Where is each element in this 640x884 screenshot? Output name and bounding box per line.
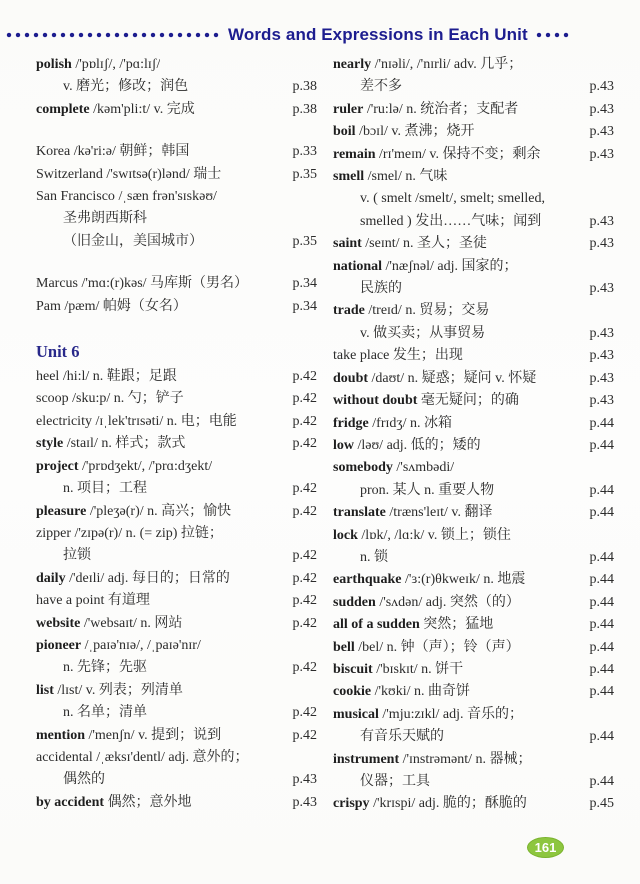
- entry-text: have a point 有道理: [36, 593, 150, 609]
- page-ref: p.42: [292, 413, 317, 429]
- page-ref: p.43: [589, 281, 614, 297]
- page-ref: p.42: [292, 436, 317, 452]
- entry-text: smell /smel/ n. 气味: [333, 169, 448, 185]
- headword: list: [36, 682, 54, 698]
- headword: doubt: [333, 370, 369, 386]
- vocab-entry-line: [36, 657, 317, 679]
- entry-text: Pam /pæm/ 帕姆（女名）: [36, 298, 187, 314]
- page-ref: p.43: [589, 348, 614, 364]
- vocab-entry-line: [333, 592, 614, 614]
- entry-text: accidental /ˌæksɪ'dentl/ adj. 意外的；: [36, 749, 249, 765]
- vocab-entry-line: [333, 99, 614, 121]
- headword: remain: [333, 146, 376, 162]
- entry-text: v. ( smelt /smelt/, smelt; smelled,: [360, 191, 545, 207]
- entry-text: project /'prɒdʒekt/, /'prɑ:dʒekt/: [36, 458, 213, 474]
- entry-text: complete /kəm'pli:t/ v. 完成: [36, 101, 195, 117]
- entry-text: ruler /'ru:lə/ n. 统治者；支配者: [333, 101, 519, 117]
- entry-text: website /'websaɪt/ n. 网站: [36, 615, 183, 631]
- page-ref: p.44: [589, 661, 614, 677]
- headword: fridge: [333, 415, 369, 431]
- headword: somebody: [333, 460, 393, 476]
- page-ref: p.34: [292, 276, 317, 292]
- page-ref: p.43: [589, 325, 614, 341]
- entry-text: sudden /'sʌdən/ adj. 突然（的）: [333, 594, 520, 610]
- vocab-entry-line: [333, 345, 614, 367]
- headword: smell: [333, 169, 365, 185]
- page-ref: p.43: [589, 124, 614, 140]
- vocab-entry-line: [333, 614, 614, 636]
- vocab-entry-line: [333, 726, 614, 748]
- vocab-entry-line: [36, 501, 317, 523]
- entry-text: biscuit /'bɪskɪt/ n. 饼干: [333, 661, 464, 677]
- dotted-line-left: [6, 32, 220, 38]
- page-ref: p.44: [589, 594, 614, 610]
- vocab-entry-line: [333, 413, 614, 435]
- vocab-entry-line: [333, 278, 614, 300]
- entry-text: low /ləʊ/ adj. 低的；矮的: [333, 437, 481, 453]
- entry-text: instrument /'ɪnstrəmənt/ n. 器械；: [333, 751, 532, 767]
- entry-text: pron. 某人 n. 重要人物: [360, 482, 495, 498]
- entry-text: electricity /ɪˌlek'trɪsəti/ n. 电；电能: [36, 413, 237, 429]
- page-ref: p.43: [292, 772, 317, 788]
- entry-text: 有音乐天赋的: [360, 729, 444, 745]
- page-ref: p.42: [292, 705, 317, 721]
- entry-text: 仪器；工具: [360, 774, 430, 789]
- headword: mention: [36, 727, 85, 743]
- spacer: [36, 318, 317, 338]
- page-ref: p.42: [292, 727, 317, 743]
- vocab-entry-line: [36, 590, 317, 612]
- page-ref: p.44: [589, 437, 614, 453]
- headword: Pam: [36, 298, 61, 314]
- vocab-entry-line: [333, 793, 614, 815]
- page-ref: p.45: [589, 796, 614, 812]
- page-ref: p.42: [292, 503, 317, 519]
- headword: by accident: [36, 794, 105, 810]
- vocab-entry-line: [333, 211, 614, 233]
- vocab-entry-line: [36, 388, 317, 410]
- vocab-entry-line: [333, 480, 614, 502]
- vocab-entry-line: [36, 273, 317, 295]
- page-number-badge: 161: [527, 837, 564, 858]
- vocab-entry-line: [36, 366, 317, 388]
- headword: Korea: [36, 144, 71, 160]
- vocab-entry-line: [36, 54, 317, 76]
- vocab-entry-line: [36, 523, 317, 545]
- spacer: [36, 253, 317, 273]
- headword: translate: [333, 505, 386, 521]
- entry-text: pioneer /ˌpaɪə'nɪə/, /ˌpaɪə'nɪr/: [36, 637, 201, 653]
- headword: trade: [333, 303, 365, 319]
- vocab-entry-line: [36, 296, 317, 318]
- page-ref: p.38: [292, 79, 317, 95]
- headword: Marcus: [36, 276, 78, 292]
- headword: instrument: [333, 751, 400, 767]
- headword: all of a sudden: [333, 617, 420, 633]
- vocab-entry-line: [36, 478, 317, 500]
- page-ref: p.42: [292, 369, 317, 385]
- entry-text: remain /rɪ'meɪn/ v. 保持不变；剩余: [333, 146, 541, 162]
- entry-text: fridge /frɪdʒ/ n. 冰箱: [333, 415, 452, 431]
- entry-text: musical /'mju:zɪkl/ adj. 音乐的；: [333, 706, 523, 722]
- headword: polish: [36, 57, 72, 72]
- page-ref: p.44: [589, 415, 614, 431]
- vocab-entry-line: [333, 323, 614, 345]
- page-ref: p.43: [589, 79, 614, 95]
- page-ref: p.42: [292, 615, 317, 631]
- vocab-entry-line: [333, 502, 614, 524]
- headword: electricity: [36, 413, 92, 429]
- entry-text: saint /seɪnt/ n. 圣人；圣徒: [333, 236, 488, 252]
- entry-text: Korea /kə'ri:ə/ 朝鲜；韩国: [36, 144, 190, 160]
- headword: cookie: [333, 684, 372, 700]
- page-ref: p.43: [589, 213, 614, 229]
- entry-text: without doubt 毫无疑问；的确: [333, 393, 519, 409]
- page-ref: p.42: [292, 391, 317, 407]
- headword: saint: [333, 236, 362, 252]
- vocab-entry-line: [36, 680, 317, 702]
- vocab-entry-line: [333, 76, 614, 98]
- vocab-entry-line: [36, 613, 317, 635]
- entry-text: （旧金山，美国城市）: [63, 233, 203, 249]
- headword: project: [36, 458, 79, 474]
- vocab-entry-line: [333, 166, 614, 188]
- vocab-entry-line: [333, 457, 614, 479]
- vocab-entry-line: [333, 659, 614, 681]
- page-ref: p.44: [589, 505, 614, 521]
- page-header: [6, 24, 634, 46]
- vocab-entry-line: [36, 769, 317, 791]
- headword: bell: [333, 639, 355, 655]
- headword: ruler: [333, 101, 364, 117]
- vocab-entry-line: [36, 164, 317, 186]
- entry-text: list /lɪst/ v. 列表；列清单: [36, 682, 183, 698]
- vocab-column-right: [333, 54, 614, 816]
- vocab-entry-line: [333, 54, 614, 76]
- entry-text: heel /hi:l/ n. 鞋跟；足跟: [36, 369, 177, 385]
- vocab-entry-line: [36, 411, 317, 433]
- entry-text: take place 发生；出现: [333, 348, 463, 364]
- vocab-entry-line: [333, 256, 614, 278]
- vocab-entry-line: [333, 300, 614, 322]
- vocab-entry-line: [333, 233, 614, 255]
- entry-text: doubt /daʊt/ n. 疑惑；疑问 v. 怀疑: [333, 370, 537, 386]
- vocab-entry-line: [333, 637, 614, 659]
- vocab-entry-line: [333, 704, 614, 726]
- page-ref: p.44: [589, 617, 614, 633]
- entry-text: trade /treɪd/ n. 贸易；交易: [333, 303, 490, 319]
- vocab-entry-line: [36, 635, 317, 657]
- entry-text: n. 名单；清单: [63, 705, 147, 721]
- headword: style: [36, 436, 64, 452]
- entry-text: crispy /'krɪspi/ adj. 脆的；酥脆的: [333, 796, 527, 812]
- headword: complete: [36, 101, 90, 117]
- page-ref: p.38: [292, 101, 317, 117]
- entry-text: all of a sudden 突然；猛地: [333, 617, 494, 633]
- headword: pleasure: [36, 503, 87, 519]
- vocab-entry-line: [36, 792, 317, 814]
- headword: low: [333, 437, 354, 453]
- headword: nearly: [333, 57, 372, 72]
- vocab-entry-line: [36, 231, 317, 253]
- entry-text: smelled ) 发出……气味；闻到: [360, 213, 542, 229]
- unit-heading: Unit 6: [36, 342, 80, 362]
- vocab-entry-line: [333, 525, 614, 547]
- headword: without doubt: [333, 393, 418, 409]
- page-ref: p.42: [292, 593, 317, 609]
- page-ref: p.42: [292, 570, 317, 586]
- entry-text: bell /bel/ n. 钟（声）；铃（声）: [333, 639, 520, 655]
- page-ref: p.43: [589, 101, 614, 117]
- vocab-entry-line: [36, 186, 317, 208]
- page-ref: p.42: [292, 481, 317, 497]
- vocab-entry-line: [333, 569, 614, 591]
- vocabulary-columns: [36, 54, 614, 816]
- page-ref: p.44: [589, 774, 614, 789]
- vocab-entry-line: [333, 144, 614, 166]
- page-ref: p.35: [292, 166, 317, 182]
- vocab-entry-line: [333, 121, 614, 143]
- entry-text: zipper /'zɪpə(r)/ n. (= zip) 拉链；: [36, 525, 223, 541]
- vocab-entry-line: [36, 208, 317, 230]
- headword: biscuit: [333, 661, 373, 677]
- headword: musical: [333, 706, 379, 722]
- vocab-entry-line: [36, 433, 317, 455]
- page-ref: p.43: [589, 393, 614, 409]
- headword: website: [36, 615, 81, 631]
- vocab-entry-line: [333, 368, 614, 390]
- entry-text: somebody /'sʌmbədi/: [333, 460, 455, 476]
- vocab-entry-line: [333, 435, 614, 457]
- headword: scoop: [36, 391, 69, 407]
- spacer: [36, 121, 317, 141]
- entry-text: daily /'deɪli/ adj. 每日的；日常的: [36, 570, 230, 586]
- entry-text: 拉锁: [63, 548, 91, 564]
- entry-text: earthquake /'ɜ:(r)θkweɪk/ n. 地震: [333, 572, 526, 588]
- vocab-entry-line: [333, 390, 614, 412]
- page-ref: p.44: [589, 482, 614, 498]
- vocab-column-left: [36, 54, 317, 816]
- entry-text: San Francisco /ˌsæn frən'sɪskəʊ/: [36, 189, 217, 205]
- headword: have a point: [36, 593, 105, 609]
- vocab-entry-line: [36, 747, 317, 769]
- entry-text: 民族的: [360, 281, 402, 297]
- vocab-entry-line: [333, 188, 614, 210]
- headword: zipper: [36, 525, 71, 541]
- vocab-entry-line: [36, 456, 317, 478]
- page-ref: p.34: [292, 298, 317, 314]
- entry-text: by accident 偶然；意外地: [36, 794, 192, 810]
- vocab-entry-line: [36, 702, 317, 724]
- entry-text: 偶然的: [63, 772, 105, 788]
- entry-text: n. 先锋；先驱: [63, 660, 147, 676]
- vocab-entry-line: [333, 749, 614, 771]
- entry-text: translate /træns'leɪt/ v. 翻译: [333, 505, 493, 521]
- entry-text: polish /'pɒlɪʃ/, /'pɑ:lɪʃ/: [36, 57, 161, 72]
- headword: daily: [36, 570, 66, 586]
- vocab-entry-line: [36, 545, 317, 567]
- page-ref: p.33: [292, 144, 317, 160]
- entry-text: Switzerland /'swɪtsə(r)lənd/ 瑞士: [36, 166, 222, 182]
- vocab-entry-line: [36, 568, 317, 590]
- page-ref: p.43: [292, 794, 317, 810]
- page-ref: p.44: [589, 549, 614, 565]
- vocab-entry-line: [333, 681, 614, 703]
- vocab-entry-line: [333, 771, 614, 793]
- page-ref: p.43: [589, 370, 614, 386]
- entry-text: scoop /sku:p/ n. 勺；铲子: [36, 391, 184, 407]
- page-ref: p.44: [589, 639, 614, 655]
- vocab-entry-line: [36, 99, 317, 121]
- vocab-entry-line: [36, 76, 317, 98]
- page-ref: p.42: [292, 660, 317, 676]
- entry-text: 差不多: [360, 79, 402, 95]
- headword: boil: [333, 124, 356, 140]
- entry-text: v. 做买卖；从事贸易: [360, 325, 486, 341]
- entry-text: mention /'menʃn/ v. 提到；说到: [36, 727, 222, 743]
- page-ref: p.44: [589, 684, 614, 700]
- page-ref: p.35: [292, 233, 317, 249]
- page-ref: p.43: [589, 146, 614, 162]
- page-ref: p.44: [589, 729, 614, 745]
- headword: lock: [333, 527, 358, 543]
- page-ref: p.44: [589, 572, 614, 588]
- entry-text: pleasure /'pleʒə(r)/ n. 高兴；愉快: [36, 503, 232, 519]
- headword: crispy: [333, 796, 370, 812]
- page-ref: p.42: [292, 548, 317, 564]
- entry-text: cookie /'kʊki/ n. 曲奇饼: [333, 684, 470, 700]
- entry-text: lock /lɒk/, /lɑ:k/ v. 锁上；锁住: [333, 527, 511, 543]
- headword: national: [333, 258, 383, 274]
- entry-text: boil /bɔɪl/ v. 煮沸；烧开: [333, 124, 475, 140]
- headword: San Francisco: [36, 189, 115, 205]
- vocab-entry-line: [36, 725, 317, 747]
- entry-text: style /staɪl/ n. 样式；款式: [36, 436, 186, 452]
- entry-text: 圣弗朗西斯科: [63, 211, 147, 227]
- vocab-entry-line: [333, 547, 614, 569]
- page-ref: p.43: [589, 236, 614, 252]
- page-title: Words and Expressions in Each Unit: [228, 25, 528, 44]
- headword: pioneer: [36, 637, 82, 653]
- entry-text: n. 项目；工程: [63, 481, 147, 497]
- vocab-entry-line: [36, 141, 317, 163]
- headword: sudden: [333, 594, 376, 610]
- headword: earthquake: [333, 572, 402, 588]
- entry-text: national /'næʃnəl/ adj. 国家的；: [333, 258, 518, 274]
- entry-text: v. 磨光；修改；润色: [63, 79, 189, 95]
- entry-text: nearly /'nɪəli/, /'nɪrli/ adv. 几乎；: [333, 57, 523, 72]
- headword: take place: [333, 348, 390, 364]
- headword: accidental: [36, 749, 93, 765]
- entry-text: Marcus /'mɑ:(r)kəs/ 马库斯（男名）: [36, 276, 249, 292]
- entry-text: n. 锁: [360, 549, 388, 565]
- headword: heel: [36, 369, 60, 385]
- headword: Switzerland: [36, 166, 103, 182]
- dotted-line-right: [536, 32, 570, 38]
